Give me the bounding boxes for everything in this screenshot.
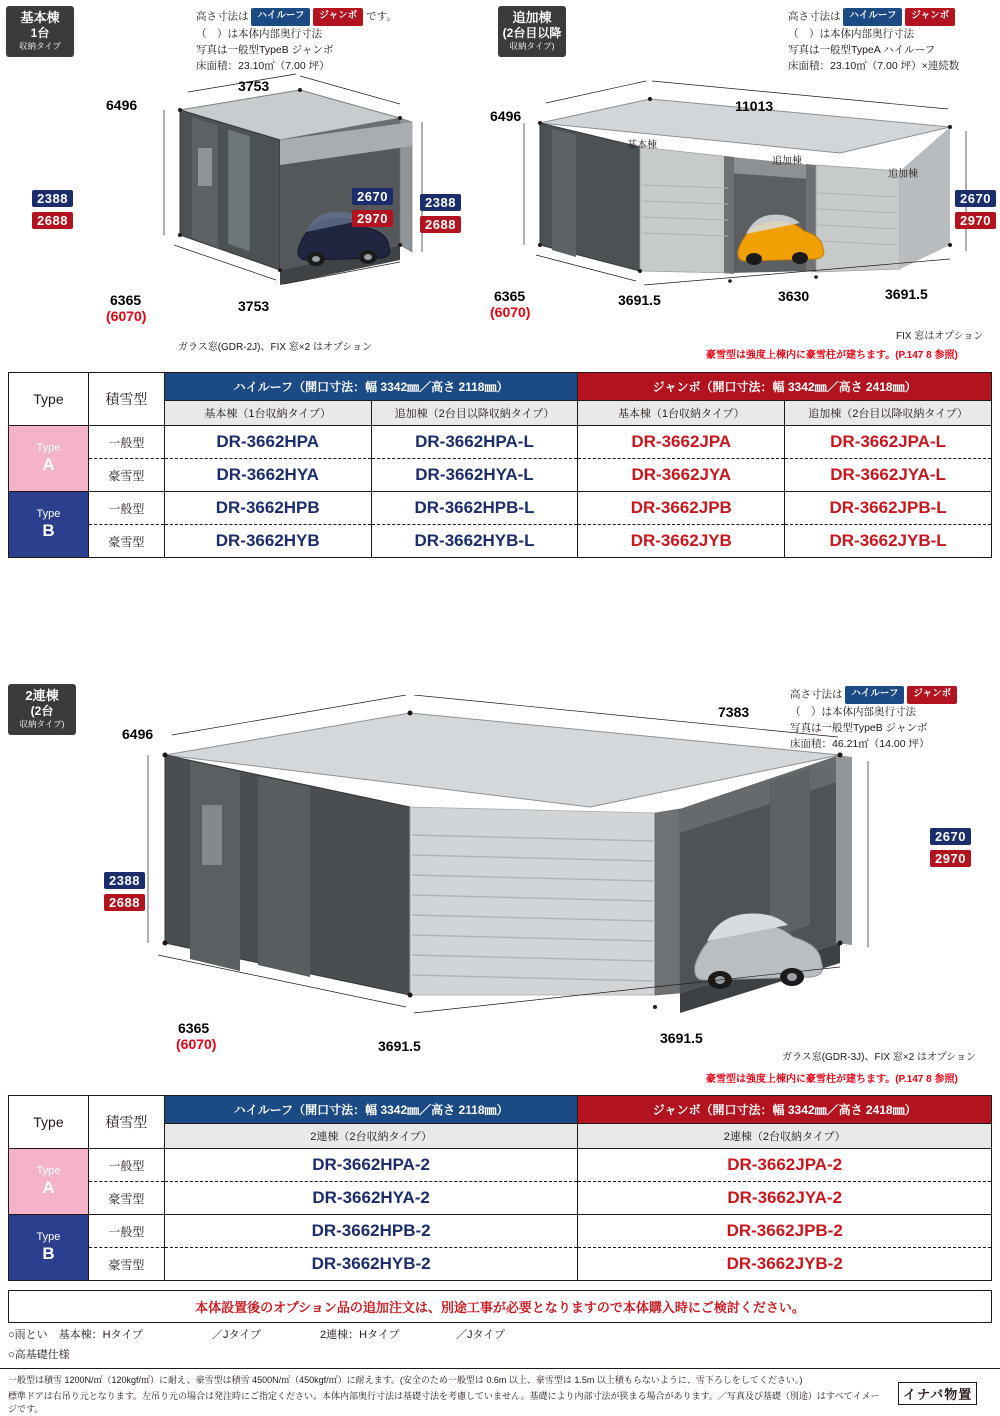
section2-dim-seg1: 3691.5 — [618, 292, 661, 308]
section3-dim-bottom-depth-paren: (6070) — [176, 1036, 217, 1052]
t2-snow-2: 一般型 — [88, 1215, 164, 1248]
section2-dim-r2: 2970 — [955, 212, 996, 229]
section3-badge-line2: (2台 — [30, 704, 54, 719]
section3-caption: ガラス窓(GDR-3J)、FIX 窓×2 はオプション — [782, 1052, 977, 1063]
t1-snow-3: 豪雪型 — [88, 525, 164, 558]
table-row — [9, 492, 992, 525]
t1-model-2-2: DR-3662JPB — [578, 492, 785, 525]
t1-header-highroof: ハイルーフ（開口寸法：幅 3342㎜／高さ 2118㎜） — [164, 373, 578, 401]
section3-badge-line1: 2連棟 — [25, 688, 59, 703]
section2-dim-bottom-depth: 6365 — [494, 288, 526, 304]
t1-model-1-0: DR-3662HYA — [164, 459, 371, 492]
t1-subheader-add: 追加棟（2台目以降収納タイプ） — [371, 401, 578, 426]
section2-dim-seg3: 3691.5 — [885, 286, 928, 302]
t2-type-b-letter: B — [42, 1244, 55, 1264]
section1-dim-bottom-width: 3753 — [238, 298, 270, 314]
section2-label-add1: 追加棟 — [772, 156, 802, 167]
section1-legend-suffix: です。 — [366, 10, 397, 23]
section3-dim-h2: 2688 — [104, 894, 145, 911]
section1-legend-line2: （ ）は本体内部奥行寸法 — [196, 27, 322, 40]
t1-subheader-base: 基本棟（1台収納タイプ） — [578, 401, 785, 426]
section3-badge — [8, 684, 76, 735]
section2-badge-line3: 収納タイプ) — [509, 41, 555, 52]
section2-dim-h2: 2688 — [420, 216, 461, 233]
footer-high-base: ○高基礎仕様 — [8, 1349, 70, 1361]
section3-drawing — [110, 695, 910, 1055]
section2-legend-line4: 床面積：23.10㎡（7.00 坪）×連続数 — [788, 60, 960, 73]
t2-header-highroof: ハイルーフ（開口寸法：幅 3342㎜／高さ 2118㎜） — [164, 1096, 578, 1124]
t2-model-1-0: DR-3662HYA-2 — [164, 1182, 578, 1215]
t2-snow-0: 一般型 — [88, 1149, 164, 1182]
t2-snow-3: 豪雪型 — [88, 1248, 164, 1281]
section2-badge — [498, 6, 566, 57]
footer-rain-gutter-double: 2連棟：Hタイプ — [320, 1329, 400, 1341]
t1-type-a — [9, 426, 89, 492]
section2-dim-h1: 2388 — [420, 194, 461, 211]
t1-subheader-base: 基本棟（1台収納タイプ） — [164, 401, 371, 426]
section2-drawing — [480, 75, 980, 315]
t1-header-snow: 積雪型 — [88, 373, 164, 426]
t1-model-0-1: DR-3662HPA-L — [371, 426, 578, 459]
section1-dim-left-depth: 6496 — [106, 97, 138, 113]
table-row — [9, 525, 992, 558]
section2-dim-left-depth: 6496 — [490, 108, 522, 124]
section1-legend-prefix: 高さ寸法は — [196, 10, 249, 23]
t2-model-3-1: DR-3662JYB-2 — [578, 1248, 992, 1281]
footer-note-2: 標準ドアは右吊り元となります。左吊り元の場合は発注時にご指定ください。本体内部奥行寸法は基礎寸法を考慮していません。基礎により内部寸法が狭まる場合があります。／写真及び基礎（別途）はすべてイメージです。 — [8, 1391, 880, 1415]
chip-jumbo: ジャンボ — [905, 8, 955, 26]
section3-dim-h1: 2388 — [104, 872, 145, 889]
section2-dim-r1: 2670 — [955, 190, 996, 207]
section2-legend — [788, 8, 1000, 75]
t2-model-2-1: DR-3662JPB-2 — [578, 1215, 992, 1248]
t1-model-2-3: DR-3662JPB-L — [785, 492, 992, 525]
t2-header-snow: 積雪型 — [88, 1096, 164, 1149]
section1-dim-r1: 2670 — [352, 188, 393, 205]
section3-dim-r2: 2970 — [930, 850, 971, 867]
footer-note-1: 一般型は積雪 1200N/㎡（120kgf/㎡）に耐え、豪雪型は積雪 4500N/㎡（450kgf/㎡）に耐えます。(安全のため一般型は 0.6m 以上、豪雪型は 1.5m 以上積もらないように、雪下ろしをしてください。) — [8, 1375, 803, 1385]
section1-legend-line3: 写真は一般型TypeB ジャンボ — [196, 43, 334, 56]
spec-table-1 — [8, 372, 992, 558]
garage-double-illustration — [110, 695, 910, 1055]
section1-dim-bottom-depth: 6365 — [110, 292, 142, 308]
section3-legend-prefix: 高さ寸法は — [790, 688, 843, 701]
t2-header-jumbo: ジャンボ（開口寸法：幅 3342㎜／高さ 2418㎜） — [578, 1096, 992, 1124]
t2-type-a-letter: A — [42, 1178, 55, 1198]
table-row — [9, 1182, 992, 1215]
footer-divider — [0, 1368, 1000, 1369]
t1-model-2-0: DR-3662HPB — [164, 492, 371, 525]
section3-badge-line3: 収納タイプ) — [19, 719, 65, 730]
t2-model-0-0: DR-3662HPA-2 — [164, 1149, 578, 1182]
t2-type-a — [9, 1149, 89, 1215]
section3-warning: 豪雪型は強度上棟内に豪雪柱が建ちます。(P.147 8 参照) — [706, 1074, 958, 1085]
footer-rain-gutter-base: ○雨とい 基本棟：Hタイプ — [8, 1329, 144, 1341]
section1-dim-h2: 2688 — [32, 212, 73, 229]
t1-model-0-0: DR-3662HPA — [164, 426, 371, 459]
t2-model-1-1: DR-3662JYA-2 — [578, 1182, 992, 1215]
section2-caption: FIX 窓はオプション — [896, 331, 984, 342]
t1-model-3-2: DR-3662JYB — [578, 525, 785, 558]
chip-highroof: ハイルーフ — [843, 8, 902, 26]
section3-dim-r1: 2670 — [930, 828, 971, 845]
section2-legend-line3: 写真は一般型TypeA ハイルーフ — [788, 43, 936, 56]
section2-legend-prefix: 高さ寸法は — [788, 10, 841, 23]
section2-dim-seg2: 3630 — [778, 288, 810, 304]
t1-header-type: Type — [9, 373, 89, 426]
section3-dim-seg1: 3691.5 — [378, 1038, 421, 1054]
section3-legend-line2: （ ）は本体内部奥行寸法 — [790, 705, 916, 718]
t1-model-2-1: DR-3662HPB-L — [371, 492, 578, 525]
t1-model-1-1: DR-3662HYA-L — [371, 459, 578, 492]
table-row — [9, 1248, 992, 1281]
section3-dim-bottom-depth: 6365 — [178, 1020, 210, 1036]
spec-table-2 — [8, 1095, 992, 1281]
t1-model-3-0: DR-3662HYB — [164, 525, 371, 558]
section1-dim-r2: 2970 — [352, 210, 393, 227]
t1-type-b-label: Type — [36, 508, 61, 521]
section1-badge — [6, 6, 74, 57]
t1-model-1-2: DR-3662JYA — [578, 459, 785, 492]
t2-header-type: Type — [9, 1096, 89, 1149]
t1-snow-1: 豪雪型 — [88, 459, 164, 492]
section1-badge-line3: 収納タイプ — [18, 41, 62, 52]
t2-subheader-jumbo: 2連棟（2台収納タイプ） — [578, 1124, 992, 1149]
t1-subheader-add: 追加棟（2台目以降収納タイプ） — [785, 401, 992, 426]
table-row — [9, 426, 992, 459]
t2-type-a-label: Type — [36, 1165, 61, 1178]
section3-dim-seg2: 3691.5 — [660, 1030, 703, 1046]
t2-model-0-1: DR-3662JPA-2 — [578, 1149, 992, 1182]
table-row — [9, 459, 992, 492]
section1-badge-line1: 基本棟 — [20, 10, 60, 25]
t1-type-a-label: Type — [36, 442, 61, 455]
t1-header-jumbo: ジャンボ（開口寸法：幅 3342㎜／高さ 2418㎜） — [578, 373, 992, 401]
t2-type-b-label: Type — [36, 1231, 61, 1244]
section3-dim-left-depth: 6496 — [122, 726, 154, 742]
t1-snow-0: 一般型 — [88, 426, 164, 459]
t1-type-b-letter: B — [42, 521, 55, 541]
section2-dim-top-width: 11013 — [735, 98, 774, 114]
t1-type-b — [9, 492, 89, 558]
section2-label-base: 基本棟 — [627, 140, 657, 151]
chip-highroof: ハイルーフ — [251, 8, 310, 26]
section1-legend — [196, 8, 456, 75]
section2-badge-line2: (2台目以降 — [502, 26, 562, 41]
t2-type-b — [9, 1215, 89, 1281]
table-row — [9, 1215, 992, 1248]
t1-snow-2: 一般型 — [88, 492, 164, 525]
section2-warning: 豪雪型は強度上棟内に豪雪柱が建ちます。(P.147 8 参照) — [706, 350, 958, 361]
t1-model-0-3: DR-3662JPA-L — [785, 426, 992, 459]
t1-model-1-3: DR-3662JYA-L — [785, 459, 992, 492]
section2-dim-bottom-depth-paren: (6070) — [490, 304, 531, 320]
section2-label-add2: 追加棟 — [888, 169, 918, 180]
t2-snow-1: 豪雪型 — [88, 1182, 164, 1215]
garage-multi-illustration — [480, 75, 980, 315]
brand-logo: イナバ物置 — [898, 1382, 977, 1405]
table-row — [9, 1149, 992, 1182]
t2-subheader-hi: 2連棟（2台収納タイプ） — [164, 1124, 578, 1149]
section1-dim-bottom-depth-paren: (6070) — [106, 308, 147, 324]
section1-caption: ガラス窓(GDR-2J)、FIX 窓×2 はオプション — [178, 342, 373, 353]
section3-legend-line3: 写真は一般型TypeB ジャンボ — [790, 721, 928, 734]
chip-highroof: ハイルーフ — [845, 686, 904, 704]
chip-jumbo: ジャンボ — [907, 686, 957, 704]
section3-legend-line4: 床面積：46.21㎡（14.00 坪） — [790, 738, 930, 751]
t1-model-3-3: DR-3662JYB-L — [785, 525, 992, 558]
t2-model-3-0: DR-3662HYB-2 — [164, 1248, 578, 1281]
footer-notice: 本体設置後のオプション品の追加注文は、別途工事が必要となりますので本体購入時にご検討ください。 — [8, 1290, 992, 1323]
section1-dim-top-width: 3753 — [238, 78, 270, 94]
t1-model-0-2: DR-3662JPA — [578, 426, 785, 459]
section1-badge-line2: 1台 — [30, 26, 50, 41]
t1-model-3-1: DR-3662HYB-L — [371, 525, 578, 558]
section2-legend-line2: （ ）は本体内部奥行寸法 — [788, 27, 914, 40]
section1-legend-line4: 床面積：23.10㎡（7.00 坪） — [196, 60, 330, 73]
t1-type-a-letter: A — [42, 455, 55, 475]
footer-rain-gutter-j: ／Jタイプ — [212, 1329, 261, 1341]
section1-dim-h1: 2388 — [32, 190, 73, 207]
chip-jumbo: ジャンボ — [313, 8, 363, 26]
section3-dim-top-width: 7383 — [718, 704, 750, 720]
footer-rain-gutter-double-j: ／Jタイプ — [456, 1329, 505, 1341]
t2-model-2-0: DR-3662HPB-2 — [164, 1215, 578, 1248]
section2-badge-line1: 追加棟 — [512, 10, 552, 25]
